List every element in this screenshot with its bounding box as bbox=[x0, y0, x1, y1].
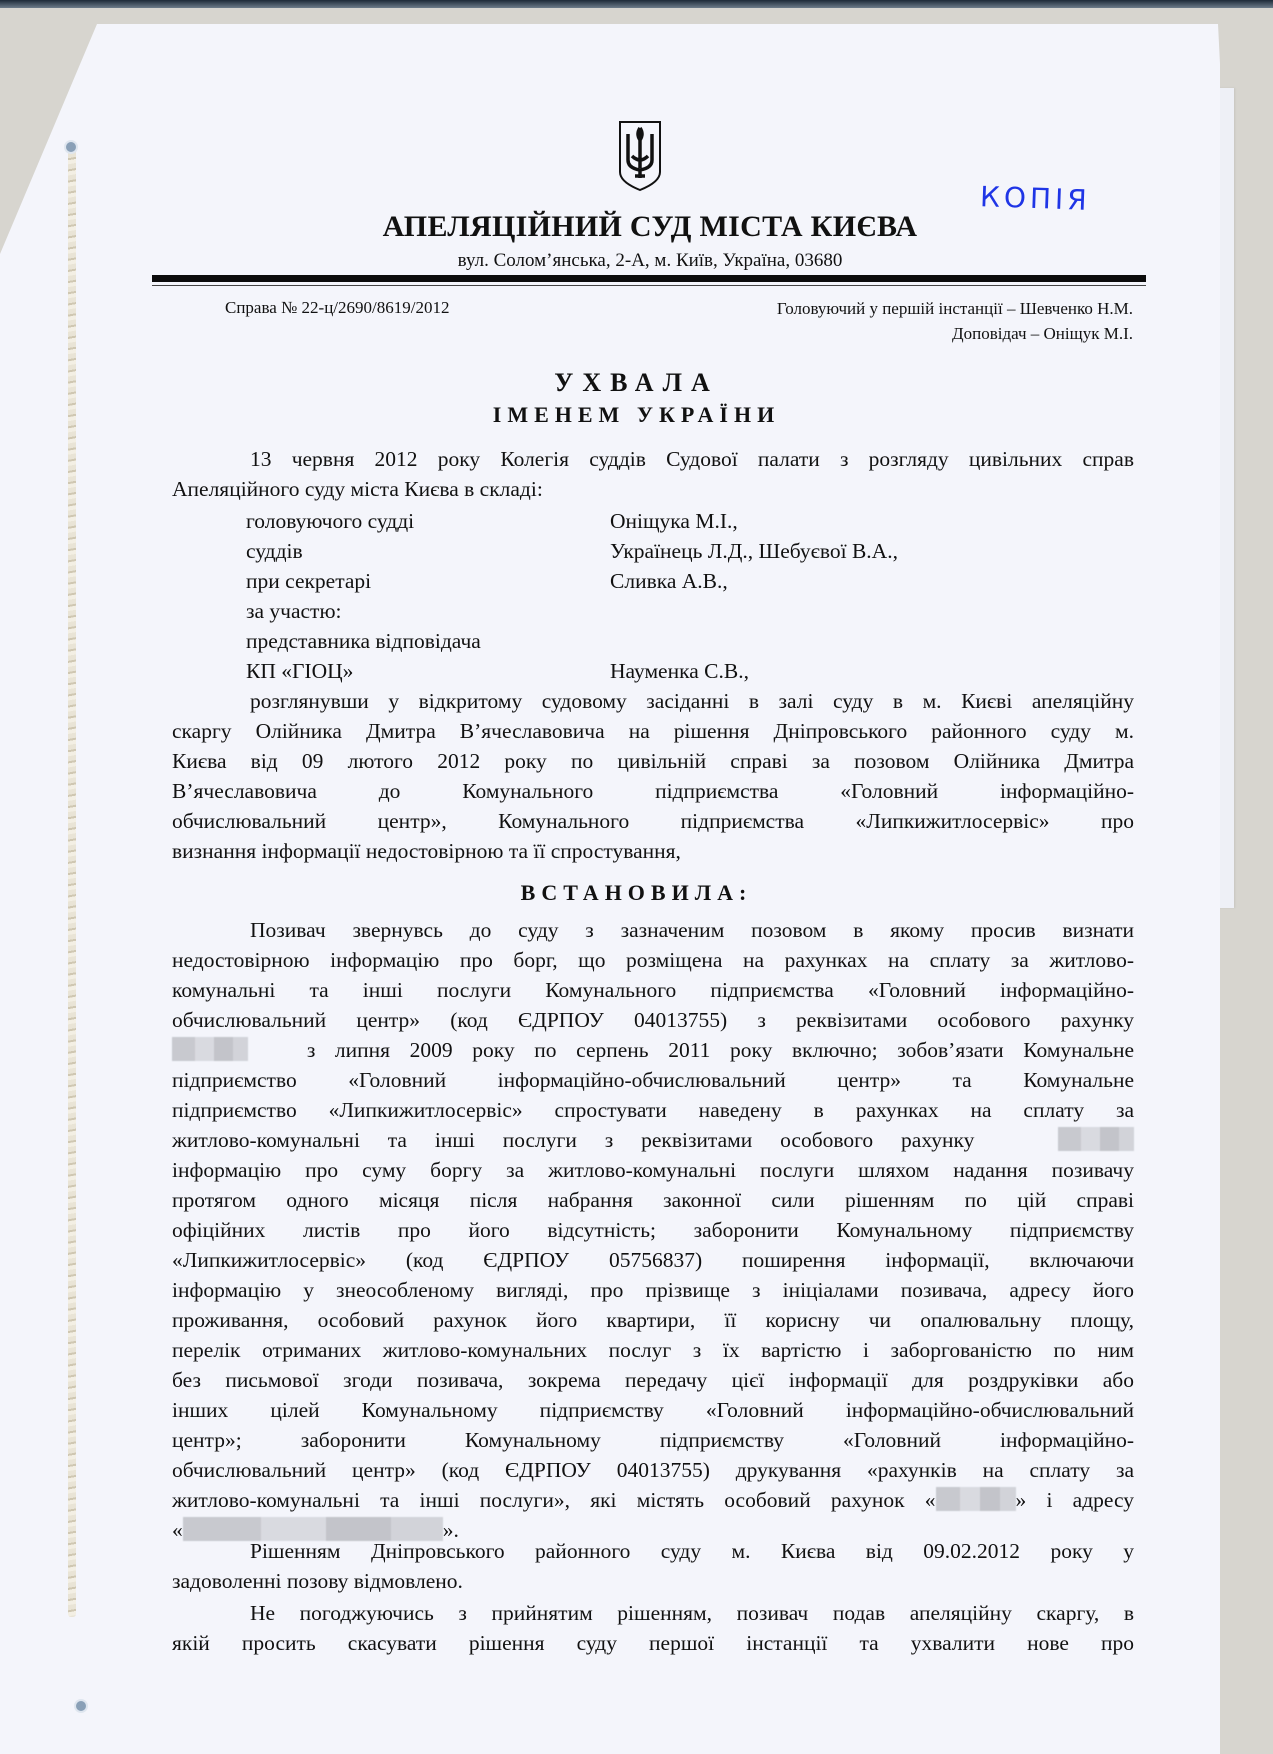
copy-stamp: КОПІЯ bbox=[979, 180, 1092, 217]
text-line: інформацію у знеособленому вигляді, про прізвище з ініціалами позивача, адресу його bbox=[172, 1278, 1134, 1302]
panel-role: суддів bbox=[246, 539, 303, 563]
panel-row bbox=[246, 506, 1126, 536]
presiding-judge-first-instance: Головуючий у першій інстанції – Шевченко Н.М. bbox=[776, 299, 1133, 318]
text-line: Апеляційного суду міста Києва в складі: bbox=[172, 477, 543, 501]
case-number: Справа № 22-ц/2690/8619/2012 bbox=[225, 298, 450, 317]
text-line: обчислювальний центр» (код ЄДРПОУ 04013755) з реквізитами особового рахунку bbox=[172, 1008, 1134, 1032]
panel-name: Науменка С.В., bbox=[610, 659, 749, 683]
judges-block bbox=[777, 296, 1133, 346]
panel-role: представника відповідача bbox=[246, 629, 481, 653]
text-line: В’ячеславовича до Комунального підприємства «Головний інформаційно- bbox=[172, 779, 1134, 803]
text-line: Рішенням Дніпровського районного суду м. Києва від 09.02.2012 року у bbox=[250, 1539, 1134, 1563]
text-line: інших цілей Комунальному підприємству «Головний інформаційно-обчислювальний bbox=[172, 1398, 1134, 1422]
header-rule-thin bbox=[152, 285, 1146, 286]
panel-row bbox=[246, 626, 1126, 656]
text-line: обчислювальний центр», Комунального підприємства «Липкижитлосервіс» про bbox=[172, 809, 1134, 833]
court-address: вул. Солом’янська, 2-А, м. Київ, Україна, 03680 bbox=[457, 250, 843, 271]
intro-paragraph bbox=[172, 444, 1134, 504]
text-line: скаргу Олійника Дмитра В’ячеславовича на рішення Дніпровського районного суду м. bbox=[172, 719, 1134, 743]
ukraine-coat-of-arms-icon bbox=[618, 120, 662, 192]
claim-paragraph bbox=[172, 915, 1134, 1545]
text-line: перелік отриманих житлово-комунальних послуг з їх вартістю і заборгованістю по ним bbox=[172, 1338, 1134, 1362]
panel-role: головуючого судді bbox=[246, 509, 415, 533]
text-line: протягом одного місяця після набрання законної сили рішенням по цій справі bbox=[172, 1188, 1134, 1212]
scanner-edge bbox=[0, 0, 1273, 8]
text-fragment: ». bbox=[442, 1518, 459, 1542]
panel-row bbox=[246, 536, 1126, 566]
text-line: задоволенні позову відмовлено. bbox=[172, 1569, 463, 1593]
text-fragment: житлово-комунальні та інші послуги», які містять особовий рахунок « bbox=[172, 1488, 936, 1512]
text-line: визнання інформації недостовірною та її спростування, bbox=[172, 839, 681, 863]
panel-name: Українець Л.Д., Шебуєвої В.А., bbox=[610, 539, 898, 563]
text-line: Не погоджуючись з прийнятим рішенням, позивач подав апеляційну скаргу, в bbox=[250, 1601, 1134, 1625]
redacted-account bbox=[1058, 1127, 1134, 1151]
text-line: комунальні та інші послуги Комунального підприємства «Головний інформаційно- bbox=[172, 978, 1134, 1002]
text-line: підприємство «Липкижитлосервіс» спростувати наведену в рахунках на сплату за bbox=[172, 1098, 1134, 1122]
text-fragment: житлово-комунальні та інші послуги з реквізитами особового рахунку bbox=[172, 1128, 975, 1152]
panel-role: за участю: bbox=[246, 599, 342, 623]
text-fragment: « bbox=[172, 1518, 183, 1542]
panel-name: Сливка А.В., bbox=[610, 569, 728, 593]
considered-paragraph bbox=[172, 686, 1134, 866]
panel-row bbox=[246, 656, 1126, 686]
text-fragment: з липня 2009 року по серпень 2011 року включно; зобов’язати Комунальне bbox=[306, 1038, 1134, 1062]
redacted-account bbox=[936, 1487, 1016, 1511]
rapporteur: Доповідач – Оніщук М.І. bbox=[952, 324, 1133, 343]
court-panel bbox=[246, 506, 1126, 686]
text-line: Позивач звернувсь до суду з зазначеним позовом в якому просив визнати bbox=[250, 918, 1134, 942]
decision-paragraph bbox=[172, 1536, 1134, 1596]
redacted-account bbox=[172, 1037, 248, 1061]
panel-role: при секретарі bbox=[246, 569, 372, 593]
panel-row bbox=[246, 596, 1126, 626]
court-name: АПЕЛЯЦІЙНИЙ СУД МІСТА КИЄВА bbox=[382, 210, 918, 243]
text-line: інформацію про суму боргу за житлово-комунальні послуги шляхом надання позивачу bbox=[172, 1158, 1134, 1182]
text-line: недостовірною інформацію про борг, що розміщена на рахунках на сплату за житлово- bbox=[172, 948, 1134, 972]
text-line: Києва від 09 лютого 2012 року по цивільній справі за позовом Олійника Дмитра bbox=[172, 749, 1134, 773]
text-line: обчислювальний центр» (код ЄДРПОУ 04013755) друкування «рахунків на сплату за bbox=[172, 1458, 1134, 1482]
text-line: без письмової згоди позивача, зокрема передачу цієї інформації для роздруківки або bbox=[172, 1368, 1134, 1392]
text-line: проживання, особовий рахунок його квартири, її корисну чи опалювальну площу, bbox=[172, 1308, 1134, 1332]
text-line: розглянувши у відкритому судовому засіданні в залі суду в м. Києві апеляційну bbox=[250, 689, 1134, 713]
text-line bbox=[172, 1485, 1134, 1515]
binding-hole-bottom bbox=[74, 1699, 88, 1713]
text-line: 13 червня 2012 року Колегія суддів Судової палати з розгляду цивільних справ bbox=[250, 447, 1134, 471]
text-line: офіційних листів про його відсутність; заборонити Комунальному підприємству bbox=[172, 1218, 1134, 1242]
text-line bbox=[172, 1035, 1134, 1065]
panel-row bbox=[246, 566, 1126, 596]
text-fragment: » і адресу bbox=[1015, 1488, 1135, 1512]
header-rule bbox=[152, 275, 1146, 282]
text-line: центр»; заборонити Комунальному підприємству «Головний інформаційно- bbox=[172, 1428, 1134, 1452]
binding-hole-top bbox=[64, 140, 78, 154]
text-line: якій просить скасувати рішення суду першої інстанції та ухвалити нове про bbox=[172, 1631, 1134, 1655]
text-line bbox=[172, 1125, 1134, 1155]
text-line: підприємство «Головний інформаційно-обчислювальний центр» та Комунальне bbox=[172, 1068, 1134, 1092]
appeal-paragraph bbox=[172, 1598, 1134, 1658]
panel-role: КП «ГІОЦ» bbox=[246, 659, 354, 683]
panel-name: Оніщука М.І., bbox=[610, 509, 738, 533]
section-title-established: ВСТАНОВИЛА: bbox=[520, 880, 753, 905]
document-subtitle: ІМЕНЕМ УКРАЇНИ bbox=[492, 402, 781, 427]
document-title: УХВАЛА bbox=[554, 368, 719, 397]
text-line: «Липкижитлосервіс» (код ЄДРПОУ 05756837) поширення інформації, включаючи bbox=[172, 1248, 1134, 1272]
